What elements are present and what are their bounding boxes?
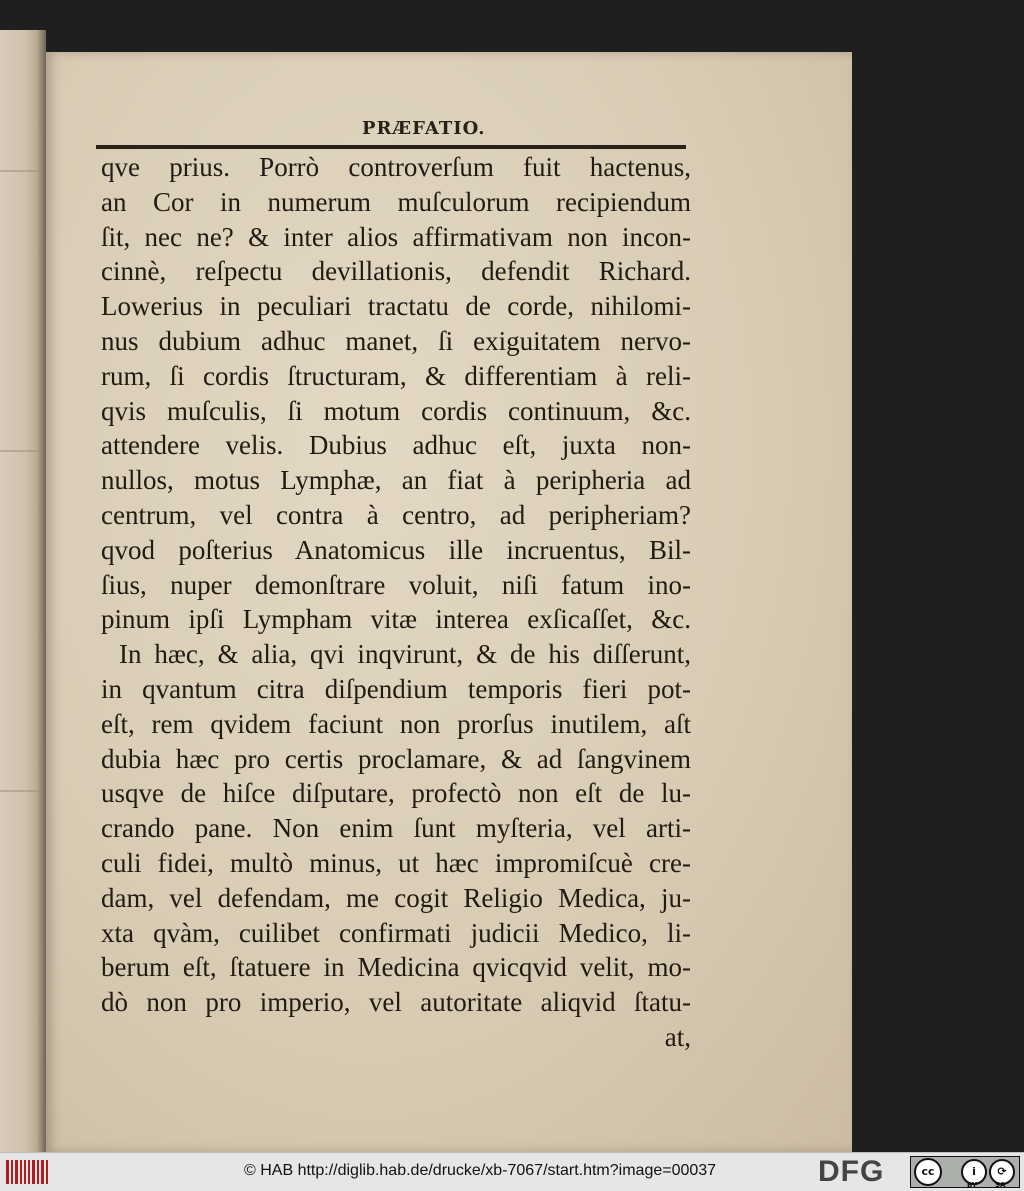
text-line: berum eſt, ſtatuere in Medicina qvicqvid velit, mo- (101, 952, 691, 983)
text-line: In hæc, & alia, qvi inqvirunt, & de his diſſerunt, (119, 639, 691, 670)
text-line: dò non pro imperio, vel autoritate aliqvid ſtatu- (101, 987, 691, 1018)
cc-license-badge[interactable] (910, 1156, 1020, 1188)
page-header (96, 110, 696, 150)
text-line: qvis muſculis, ſi motum cordis continuum, &c. (101, 395, 691, 426)
text-line: nullos, motus Lymphæ, an fiat à peripheria ad (101, 465, 691, 496)
text-line: ſius, nuper demonſtrare voluit, niſi fatum ino- (101, 569, 691, 600)
text-line: culi fidei, multò minus, ut hæc impromiſcuè cre- (101, 847, 691, 878)
text-line: attendere velis. Dubius adhuc eſt, juxta non- (101, 430, 691, 461)
text-line: cinnè, reſpectu devillationis, defendit Richard. (101, 256, 691, 287)
text-line: qvod poſterius Anatomicus ille incruentus, Bil- (101, 534, 691, 565)
dfg-logo[interactable]: DFG (818, 1155, 885, 1188)
sa-label: SA (995, 1181, 1006, 1189)
text-line: dam, vel defendam, me cogit Religio Medica, ju- (101, 882, 691, 913)
text-line: usqve de hiſce diſputare, profectò non eſt de lu- (101, 778, 691, 809)
text-line: rum, ſi cordis ſtructuram, & differentiam à reli- (101, 360, 691, 391)
catchword: at, (664, 1021, 691, 1052)
cc-icon: cc (914, 1158, 942, 1186)
text-line: ſit, nec ne? & inter alios affirmativam non incon- (101, 221, 691, 252)
citation-link[interactable]: © HAB http://diglib.hab.de/drucke/xb-7067/start.htm?image=00037 (244, 1162, 717, 1179)
book-page (46, 52, 852, 1152)
text-line: centrum, vel contra à centro, ad peripheriam? (101, 499, 691, 530)
footer-bar (0, 1152, 1024, 1191)
by-attribution-icon: i (961, 1159, 987, 1185)
text-line: pinum ipſi Lympham vitæ interea exſicaſſet, &c. (101, 604, 691, 635)
page-text (101, 150, 691, 1055)
by-label: BY (967, 1181, 978, 1189)
text-line: eſt, rem qvidem faciunt non prorſus inutilem, aſt (101, 708, 691, 739)
text-line: dubia hæc pro certis proclamare, & ad ſangvinem (101, 743, 691, 774)
running-head: PRÆFATIO. (362, 118, 486, 139)
text-line: xta qvàm, cuilibet confirmati judicii Medico, li- (101, 917, 691, 948)
share-alike-icon: ⟳ (989, 1159, 1015, 1185)
text-line: qve prius. Porrò controverſum fuit hactenus, (101, 152, 691, 182)
text-line: an Cor in numerum muſculorum recipiendum (101, 186, 691, 217)
header-rule (96, 145, 686, 149)
facing-page-edge (0, 30, 46, 1152)
text-line: in qvantum citra diſpendium temporis fieri pot- (101, 673, 691, 704)
text-line: nus dubium adhuc manet, ſi exiguitatem nervo- (101, 325, 691, 356)
hab-logo-icon[interactable] (6, 1160, 48, 1184)
text-line: crando pane. Non enim ſunt myſteria, vel arti- (101, 813, 691, 844)
text-line: Lowerius in peculiari tractatu de corde, nihilomi- (101, 291, 691, 322)
